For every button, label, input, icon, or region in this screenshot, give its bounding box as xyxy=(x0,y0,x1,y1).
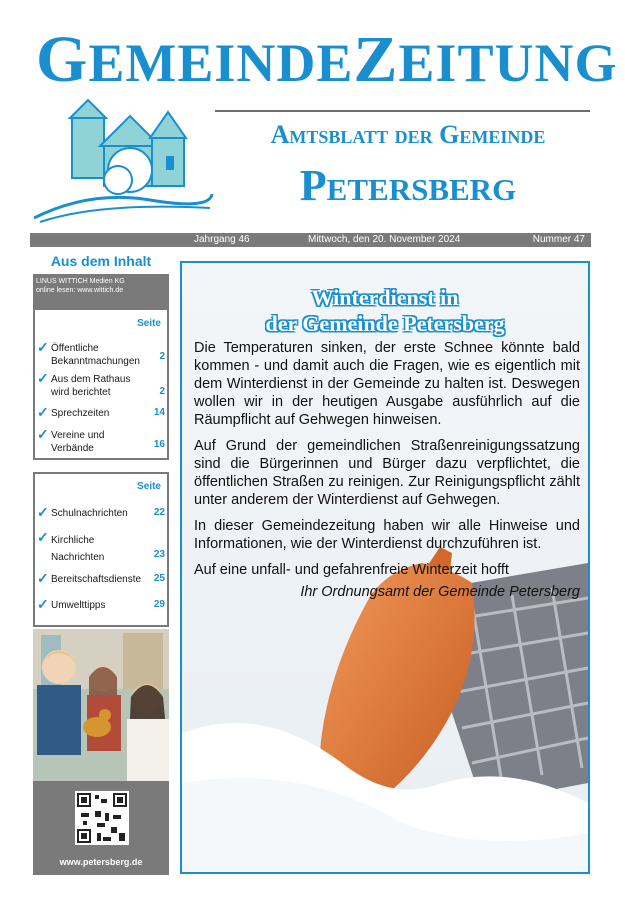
publisher-online: online lesen: www.wittich.de xyxy=(36,287,124,294)
toc-page: 25 xyxy=(153,573,165,584)
toc-item[interactable] xyxy=(37,504,165,521)
toc-item[interactable] xyxy=(37,370,165,401)
article-body xyxy=(194,339,580,609)
website-link[interactable]: www.petersberg.de xyxy=(59,857,143,867)
toc-page: 14 xyxy=(153,407,165,418)
paragraph: Auf eine unfall- und gefahrenfreie Winterzeit hofft xyxy=(194,562,509,578)
sidebar xyxy=(33,248,169,875)
toc1-page-header: Seite xyxy=(137,318,161,329)
checkmark-icon: ✓ xyxy=(37,370,49,386)
toc-item[interactable] xyxy=(37,570,165,587)
toc-label: Aus dem Rathaus wird berichtet xyxy=(51,374,131,398)
toc-page: 16 xyxy=(153,439,165,450)
masthead-subtitle: Amtsblatt der Gemeinde xyxy=(270,120,546,149)
toc-label: Bereitschaftsdienste xyxy=(51,574,142,585)
toc-item[interactable] xyxy=(37,339,165,370)
qr-area xyxy=(33,781,169,875)
checkmark-icon: ✓ xyxy=(37,426,49,442)
heading-line-2: der Gemeinde Petersberg xyxy=(265,311,505,336)
masthead-title xyxy=(36,22,617,98)
title-initial-g: G xyxy=(36,23,89,96)
checkmark-icon: ✓ xyxy=(37,339,49,355)
castle-logo-icon xyxy=(30,98,215,223)
toc2-page-header: Seite xyxy=(137,481,161,492)
toc-item[interactable] xyxy=(37,404,165,421)
checkmark-icon: ✓ xyxy=(37,570,49,586)
masthead-rule xyxy=(215,110,590,112)
toc-page: 2 xyxy=(159,386,165,397)
toc-label: Umwelttipps xyxy=(51,600,106,611)
kindergarten-photo xyxy=(33,629,169,781)
checkmark-icon: ✓ xyxy=(37,504,49,520)
toc-item[interactable] xyxy=(37,596,165,613)
toc-item[interactable] xyxy=(37,426,165,457)
checkmark-icon: ✓ xyxy=(37,596,49,612)
title-rest-1: EMEINDE xyxy=(88,33,354,93)
issue-volume: Jahrgang 46 xyxy=(194,234,250,245)
issue-info-bar xyxy=(30,233,591,247)
toc-item[interactable] xyxy=(37,529,165,563)
toc-box-1 xyxy=(33,308,169,460)
signature: Ihr Ordnungsamt der Gemeinde Petersberg xyxy=(300,584,580,600)
toc-page: 2 xyxy=(159,351,165,362)
toc-page: 29 xyxy=(153,599,165,610)
paragraph: Auf Grund der gemeindlichen Straßenreinigungssatzung sind die Bürgerinnen und Bürger dazu verpflichtet, die öffentlichen Straßen zu reinigen. Zur Reinigungspflicht zählt unter anderem der Winterdienst auf Gehwegen. xyxy=(194,438,580,508)
toc-label: Sprechzeiten xyxy=(51,408,110,419)
toc-page: 23 xyxy=(153,549,165,560)
toc-label: Kirchliche Nachrichten xyxy=(51,535,105,563)
title-rest-2: EITUNG xyxy=(398,33,618,93)
paragraph: Die Temperaturen sinken, der erste Schnee könnte bald kommen - und damit auch die Fragen, wie es eigentlich mit dem Winterdienst in der Gemeinde zu halten ist. Deswegen wollen wir in der heutigen Ausgabe ausführlich auf die Räumpflicht auf Gehwegen hinweisen. xyxy=(194,340,580,428)
contents-heading: Aus dem Inhalt xyxy=(33,248,169,274)
issue-date: Mittwoch, den 20. November 2024 xyxy=(308,234,461,245)
title-initial-z: Z xyxy=(353,23,399,96)
publisher-name: LINUS WITTICH Medien KG xyxy=(36,278,125,285)
toc-label: Vereine und Verbände xyxy=(51,430,105,454)
checkmark-icon: ✓ xyxy=(37,529,49,545)
toc-page: 22 xyxy=(153,507,165,518)
article-box xyxy=(180,261,590,874)
toc-label: Öffentliche Bekanntmachungen xyxy=(51,343,140,367)
toc-box-2 xyxy=(33,472,169,627)
paragraph: In dieser Gemeindezeitung haben wir alle Hinweise und Informationen, wie der Winterdienst durchzuführen ist. xyxy=(194,518,580,552)
issue-number: Nummer 47 xyxy=(532,234,585,245)
qr-code-icon[interactable] xyxy=(75,791,129,845)
checkmark-icon: ✓ xyxy=(37,404,49,420)
heading-line-1: Winterdienst in xyxy=(311,285,459,310)
article-heading xyxy=(182,285,588,337)
toc-label: Schulnachrichten xyxy=(51,508,128,519)
masthead-place: Petersberg xyxy=(299,161,517,210)
